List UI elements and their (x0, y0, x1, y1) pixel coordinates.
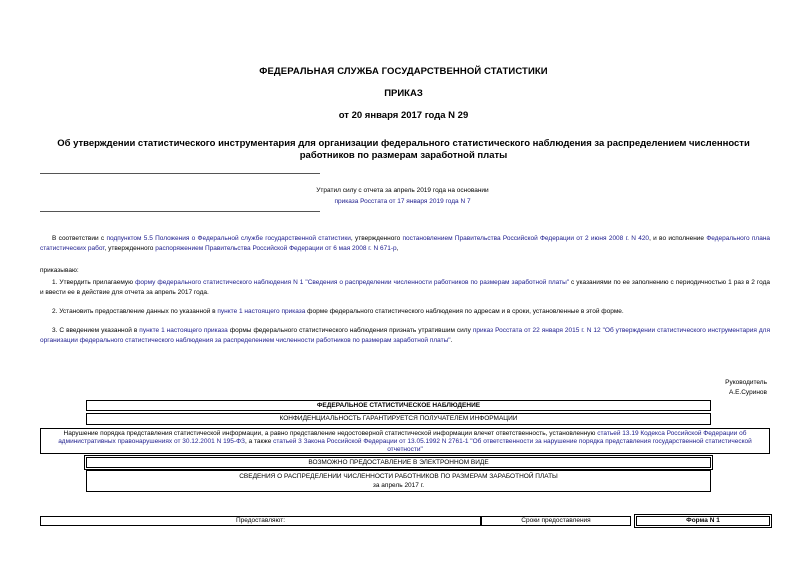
clause-1-link[interactable]: пункте 1 настоящего приказа (217, 308, 306, 315)
warning-text: , а также (244, 438, 274, 445)
document-title: Об утверждении статистического инструментария для организации федерального статистического наблюдения за распределением численности работников по размерам заработной платы (57, 138, 750, 161)
electronic-submission-box: ВОЗМОЖНО ПРЕДОСТАВЛЕНИЕ В ЭЛЕКТРОННОМ ВИДЕ (86, 457, 711, 468)
federal-law-link[interactable]: статьей 3 Закона Российской Федерации от 13.05.1992 N 2761-1 "Об ответственности за нарушение порядка представления государственной статистической отчетности" (273, 438, 752, 453)
repeal-note (200, 185, 605, 207)
order-item-3 (40, 326, 770, 346)
regulation-link[interactable]: подпунктом 5.5 Положения о Федеральной службе государственной статистики (106, 235, 351, 242)
confidentiality-box: КОНФИДЕНЦИАЛЬНОСТЬ ГАРАНТИРУЕТСЯ ПОЛУЧАТЕЛЕМ ИНФОРМАЦИИ (86, 413, 711, 425)
clause-1-link[interactable]: пункте 1 настоящего приказа (139, 327, 228, 334)
form-link[interactable]: форму федерального статистического наблюдения N 1 "Сведения о распределении численности работников по размерам заработной платы" (135, 279, 570, 286)
item-text: . (450, 337, 453, 344)
form-number-box: Форма N 1 (636, 516, 770, 526)
administrative-code-link[interactable]: статьей 13.19 Кодекса Российской Федерации об административных правонарушениях от 30.12.2001 N 195-ФЗ (58, 430, 747, 445)
preamble-text: , утвержденного (104, 245, 156, 252)
item-text: формы федерального статистического наблюдения признать утратившим силу (227, 327, 473, 334)
repealed-order-link[interactable]: приказ Росстата от 22 января 2015 г. N 12 "Об утверждении статистического инструментария для организации федерального статистического наблюдения за распределением численности работников по размерам заработной платы" (40, 327, 770, 344)
federal-plan-link[interactable]: Федерального плана статистических работ (40, 235, 771, 252)
divider-top (40, 173, 320, 174)
order-verb: приказываю: (40, 267, 79, 274)
providers-column-header: Предоставляют: (40, 516, 481, 526)
liability-warning-box (40, 428, 770, 454)
agency-name: ФЕДЕРАЛЬНАЯ СЛУЖБА ГОСУДАРСТВЕННОЙ СТАТИСТИКИ (259, 66, 548, 77)
order-item-1 (40, 278, 770, 298)
item-text: 3. С введением указанной в (52, 327, 140, 334)
government-order-link[interactable]: распоряжением Правительства Российской Федерации от 6 мая 2008 г. N 671-р (155, 245, 397, 252)
preamble-text: , утвержденного (350, 235, 403, 242)
warning-text: Нарушение порядка представления статистической информации, а равно представление недостоверной статистической информации влечет ответственность, установленную (63, 430, 598, 437)
report-title: СВЕДЕНИЯ О РАСПРЕДЕЛЕНИИ ЧИСЛЕННОСТИ РАБОТНИКОВ ПО РАЗМЕРАМ ЗАРАБОТНОЙ ПЛАТЫ (239, 473, 558, 480)
report-title-box (86, 470, 711, 492)
item-text: 2. Установить предоставление данных по указанной в (52, 308, 218, 315)
report-period: за апрель 2017 г. (372, 482, 425, 489)
repeal-order-link[interactable]: приказа Росстата от 17 января 2019 года N 7 (334, 198, 471, 205)
repeal-note-text: Утратил силу с отчета за апрель 2019 года на основании (316, 187, 489, 194)
government-decree-link[interactable]: постановлением Правительства Российской Федерации от 2 июня 2008 г. N 420 (402, 235, 650, 242)
document-date: от 20 января 2017 года N 29 (338, 110, 469, 121)
preamble-text: , и во исполнение (649, 235, 707, 242)
preamble-text: В соответствии с (52, 235, 107, 242)
divider-bottom (40, 211, 320, 212)
order-item-2 (40, 307, 770, 317)
signature-block (567, 378, 767, 398)
item-text: форме федерального статистического наблюдения по адресам и в сроки, установленные в этой форме. (305, 308, 624, 315)
deadlines-column-header: Сроки предоставления (481, 516, 631, 526)
signatory-name: А.Е.Суринов (728, 389, 767, 396)
preamble-paragraph (40, 234, 770, 254)
document-type: ПРИКАЗ (384, 88, 423, 99)
signatory-role: Руководитель (725, 379, 767, 386)
fsn-header-box: ФЕДЕРАЛЬНОЕ СТАТИСТИЧЕСКОЕ НАБЛЮДЕНИЕ (86, 400, 711, 411)
preamble-text: , (396, 245, 399, 252)
item-text: с указаниями по ее заполнению с периодичностью 1 раз в 2 года и ввести ее в действие для отчета за апрель 2017 года. (40, 279, 771, 296)
item-text: 1. Утвердить прилагаемую (52, 279, 136, 286)
